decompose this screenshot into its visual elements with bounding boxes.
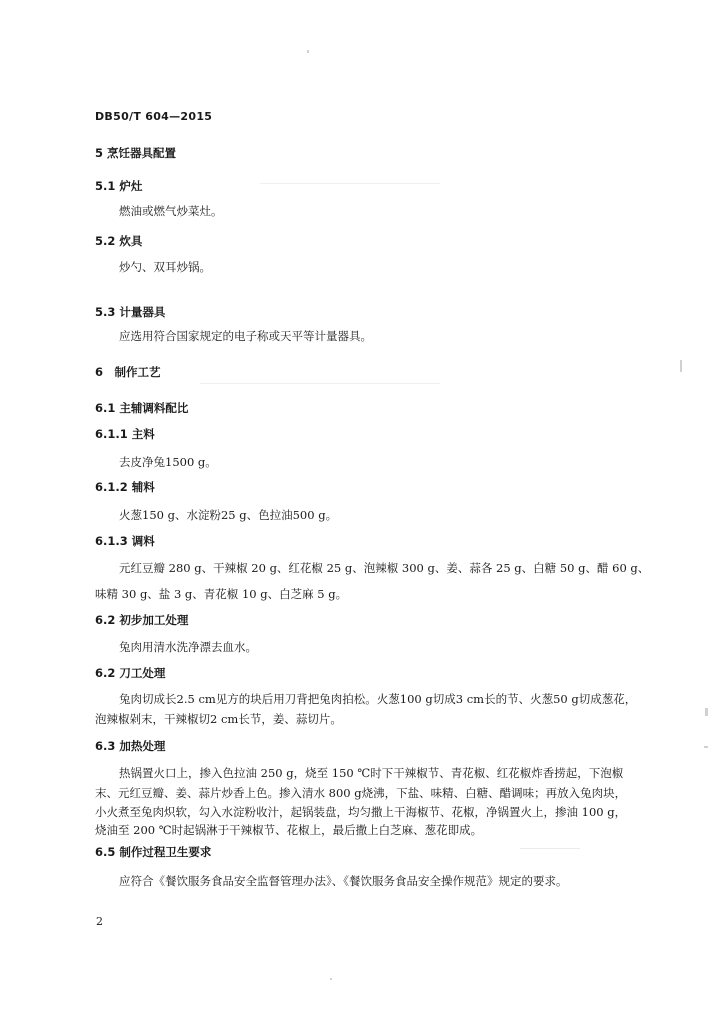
- section-6-1-2-heading: 6.1.2 辅料: [95, 480, 155, 494]
- section-6-1-3-line-1: 元红豆瓣 280 g、干辣椒 20 g、红花椒 25 g、泡辣椒 300 g、姜、蒜各 25 g、白糖 50 g、醋 60 g、: [119, 561, 650, 575]
- section-6-1-1-text: 去皮净兔1500 g。: [119, 455, 217, 469]
- section-6-1-heading: 6.1 主辅调料配比: [95, 401, 189, 415]
- scan-speck: [704, 746, 708, 748]
- scan-speck: [200, 383, 440, 384]
- section-5-3-text: 应选用符合国家规定的电子称或天平等计量器具。: [119, 329, 372, 343]
- scan-speck: [680, 360, 682, 372]
- section-6-3-line-1: 热锅置火口上，掺入色拉油 250 g，烧至 150 ℃时下干辣椒节、青花椒、红花椒炸香捞起，下泡椒: [119, 766, 624, 780]
- scan-speck: [307, 50, 309, 53]
- scan-speck: [705, 708, 708, 716]
- section-6-2-knife-line-1: 兔肉切成长2.5 cm见方的块后用刀背把兔肉拍松。火葱100 g切成3 cm长的节、火葱50 g切成葱花，: [119, 692, 637, 706]
- standard-code: DB50/T 604—2015: [95, 110, 213, 123]
- section-6-1-2-text: 火葱150 g、水淀粉25 g、色拉油500 g。: [119, 508, 338, 522]
- section-6-3-line-3: 小火煮至兔肉炽软，勾入水淀粉收汁，起锅装盘，均匀撒上干海椒节、花椒，净锅置火上，掺油 100 g，: [95, 805, 627, 819]
- section-6-1-3-heading: 6.1.3 调料: [95, 534, 155, 548]
- section-6-1-1-heading: 6.1.1 主料: [95, 427, 155, 441]
- section-5-2-text: 炒勺、双耳炒锅。: [119, 260, 211, 274]
- section-5-3-heading: 5.3 计量器具: [95, 305, 166, 319]
- scan-speck: [330, 978, 332, 980]
- section-6-2-prep-heading: 6.2 初步加工处理: [95, 613, 189, 627]
- section-5-2-heading: 5.2 炊具: [95, 234, 143, 248]
- section-5-1-text: 燃油或燃气炒菜灶。: [119, 204, 223, 218]
- scan-speck: [260, 183, 440, 184]
- page-number: 2: [96, 915, 103, 928]
- section-6-5-heading: 6.5 制作过程卫生要求: [95, 845, 212, 859]
- section-6-2-knife-heading: 6.2 刀工处理: [95, 666, 166, 680]
- scan-speck: [520, 848, 580, 849]
- section-6-2-knife-line-2: 泡辣椒剁末，干辣椒切2 cm长节，姜、蒜切片。: [95, 712, 342, 726]
- section-6-3-line-2: 末、元红豆瓣、姜、蒜片炒香上色。掺入清水 800 g烧沸，下盐、味精、白糖、醋调味；再放入兔肉块，: [95, 786, 627, 800]
- section-5-1-heading: 5.1 炉灶: [95, 179, 143, 193]
- section-6-3-line-4: 烧油至 200 ℃时起锅淋于干辣椒节、花椒上，最后撒上白芝麻、葱花即成。: [95, 823, 483, 837]
- section-5-heading: 5 烹饪器具配置: [95, 146, 177, 160]
- section-6-heading: 6 制作工艺: [95, 365, 161, 379]
- section-6-2-prep-text: 兔肉用清水洗净漂去血水。: [119, 640, 257, 654]
- section-6-5-text: 应符合《餐饮服务食品安全监督管理办法》、《餐饮服务食品安全操作规范》规定的要求。: [119, 874, 568, 888]
- section-6-1-3-line-2: 味精 30 g、盐 3 g、青花椒 10 g、白芝麻 5 g。: [95, 587, 348, 601]
- section-6-3-heading: 6.3 加热处理: [95, 739, 166, 753]
